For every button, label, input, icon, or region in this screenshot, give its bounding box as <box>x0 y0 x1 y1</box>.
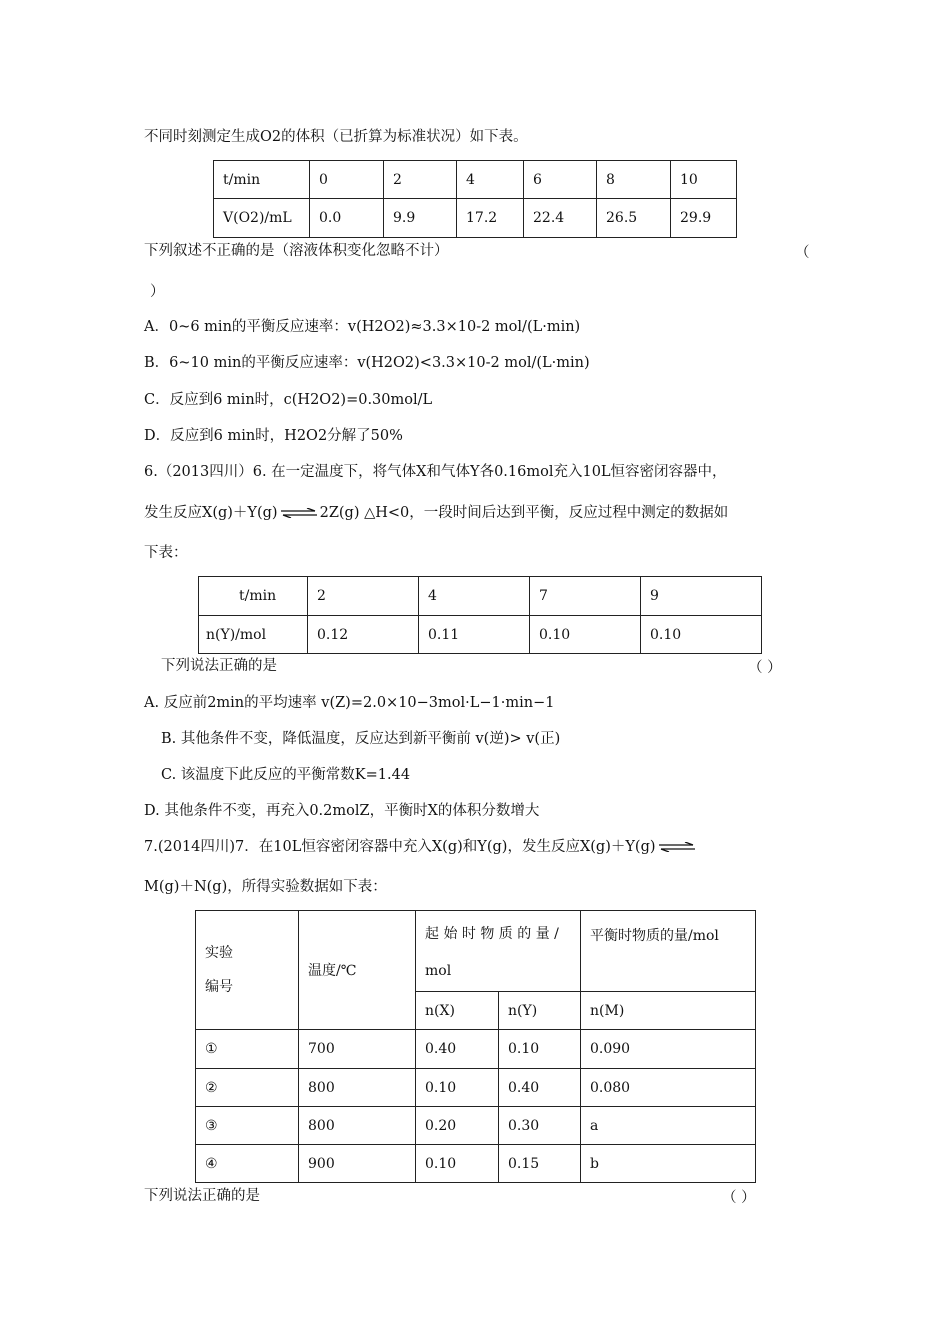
q5-option-c: C．反应到6 min时，c(H2O2)=0.30mol/L <box>144 392 433 408</box>
q6-line1: 6.（2013四川）6. 在一定温度下，将气体X和气体Y各0.16mol充入10L恒容密闭容器中， <box>144 464 727 480</box>
table-cell: 4 <box>419 577 530 616</box>
head-experiment-no <box>196 911 299 1030</box>
sub-nx: n(X) <box>416 992 499 1030</box>
q7-paren: （ ） <box>722 1190 756 1206</box>
table-cell: 0.10 <box>416 1069 499 1107</box>
table-row <box>196 1069 756 1107</box>
q6-line2-reaction: 发生反应X(g)＋Y(g) <box>144 505 278 521</box>
q5-option-d: D．反应到6 min时，H2O2分解了50% <box>144 428 403 444</box>
table-row <box>214 199 737 238</box>
table-row <box>196 1107 756 1145</box>
table-cell: 2 <box>384 161 457 199</box>
table-cell: 0.15 <box>499 1145 581 1183</box>
table-cell: 8 <box>597 161 671 199</box>
q7-line2: M(g)＋N(g)，所得实验数据如下表： <box>144 879 387 895</box>
head-equilibrium-amount <box>581 911 756 992</box>
table-cell: 0.10 <box>641 616 762 654</box>
q5-intro: 不同时刻测定生成O2的体积（已折算为标准状况）如下表。 <box>144 129 528 145</box>
table-cell: ② <box>196 1069 299 1107</box>
table-row <box>199 577 762 616</box>
table-cell: n(Y)/mol <box>199 616 308 654</box>
table-cell: 26.5 <box>597 199 671 238</box>
table-cell: 9.9 <box>384 199 457 238</box>
table-cell: 0.30 <box>499 1107 581 1145</box>
table-cell: t/min <box>214 161 310 199</box>
table-cell: 0.40 <box>499 1069 581 1107</box>
table-cell: 10 <box>671 161 737 199</box>
table-row <box>196 1030 756 1069</box>
table-experiments <box>195 910 756 1183</box>
table-cell: 22.4 <box>524 199 597 238</box>
table-row <box>214 161 737 199</box>
q6-option-d: D. 其他条件不变，再充入0.2molZ，平衡时X的体积分数增大 <box>144 803 540 819</box>
head-temperature: 温度/℃ <box>299 911 416 1030</box>
table-cell: 0.10 <box>530 616 641 654</box>
q5-stem: 下列叙述不正确的是（溶液体积变化忽略不计） <box>144 243 449 259</box>
head-eq-text: 平衡时物质的量/mol <box>590 928 719 944</box>
table-cell: 0.0 <box>310 199 384 238</box>
q5-paren-left: （ <box>795 245 810 261</box>
sub-ny: n(Y) <box>499 992 581 1030</box>
table-cell: 6 <box>524 161 597 199</box>
q5-option-b: B．6~10 min的平衡反应速率：v(H2O2)<3.3×10-2 mol/(L·min) <box>144 355 590 371</box>
q6-option-c: C. 该温度下此反应的平衡常数K=1.44 <box>161 767 411 783</box>
table-ny-data <box>198 576 762 654</box>
table-cell: 900 <box>299 1145 416 1183</box>
head-start-2: mol <box>425 963 452 979</box>
equilibrium-arrow-icon <box>281 508 317 518</box>
q7-line1-text: 7.(2014四川)7．在10L恒容密闭容器中充入X(g)和Y(g)，发生反应X(g)＋Y(g) <box>144 839 656 855</box>
q6-option-b: B. 其他条件不变，降低温度，反应达到新平衡前 v(逆)> v(正) <box>161 731 561 747</box>
q5-option-a: A．0~6 min的平衡反应速率：v(H2O2)≈3.3×10-2 mol/(L·min) <box>144 319 581 335</box>
q6-line2 <box>144 503 728 523</box>
table-cell: V(O2)/mL <box>214 199 310 238</box>
table-cell: 0 <box>310 161 384 199</box>
table-cell: b <box>581 1145 756 1183</box>
q5-paren-right: ） <box>150 284 165 300</box>
q7-stem: 下列说法正确的是 <box>144 1188 260 1204</box>
table-o2-volume <box>213 160 737 238</box>
table-cell: ③ <box>196 1107 299 1145</box>
q6-line3: 下表： <box>144 545 188 561</box>
head-experiment-1: 实验 <box>205 945 233 961</box>
table-cell: a <box>581 1107 756 1145</box>
table-cell: 0.11 <box>419 616 530 654</box>
table-cell: ① <box>196 1030 299 1069</box>
head-start-amount <box>416 911 581 992</box>
q6-option-a: A. 反应前2min的平均速率 v(Z)=2.0×10−3mol·L−1·min−1 <box>144 695 555 711</box>
sub-nm: n(M) <box>581 992 756 1030</box>
q6-line2-rest: 2Z(g) △H<0，一段时间后达到平衡，反应过程中测定的数据如 <box>319 505 729 521</box>
table-cell: 700 <box>299 1030 416 1069</box>
table-cell: 0.090 <box>581 1030 756 1069</box>
q7-line1 <box>144 837 698 857</box>
table-row <box>196 1145 756 1183</box>
table-cell: 0.20 <box>416 1107 499 1145</box>
table-row <box>196 911 756 992</box>
table-cell: 29.9 <box>671 199 737 238</box>
table-cell: ④ <box>196 1145 299 1183</box>
table-cell: 0.10 <box>499 1030 581 1069</box>
table-cell: 800 <box>299 1107 416 1145</box>
table-cell: 17.2 <box>457 199 524 238</box>
head-experiment-2: 编号 <box>205 979 233 995</box>
head-start-1: 起 始 时 物 质 的 量 / <box>425 926 559 942</box>
q6-paren: （ ） <box>748 660 782 676</box>
table-cell: 0.40 <box>416 1030 499 1069</box>
table-cell: 0.12 <box>308 616 419 654</box>
table-cell: 0.10 <box>416 1145 499 1183</box>
table-cell: t/min <box>199 577 308 616</box>
table-cell: 0.080 <box>581 1069 756 1107</box>
table-cell: 2 <box>308 577 419 616</box>
table-cell: 7 <box>530 577 641 616</box>
table-cell: 800 <box>299 1069 416 1107</box>
table-row <box>199 616 762 654</box>
table-cell: 4 <box>457 161 524 199</box>
equilibrium-arrow-icon <box>659 842 695 852</box>
q6-stem: 下列说法正确的是 <box>161 658 277 674</box>
table-cell: 9 <box>641 577 762 616</box>
